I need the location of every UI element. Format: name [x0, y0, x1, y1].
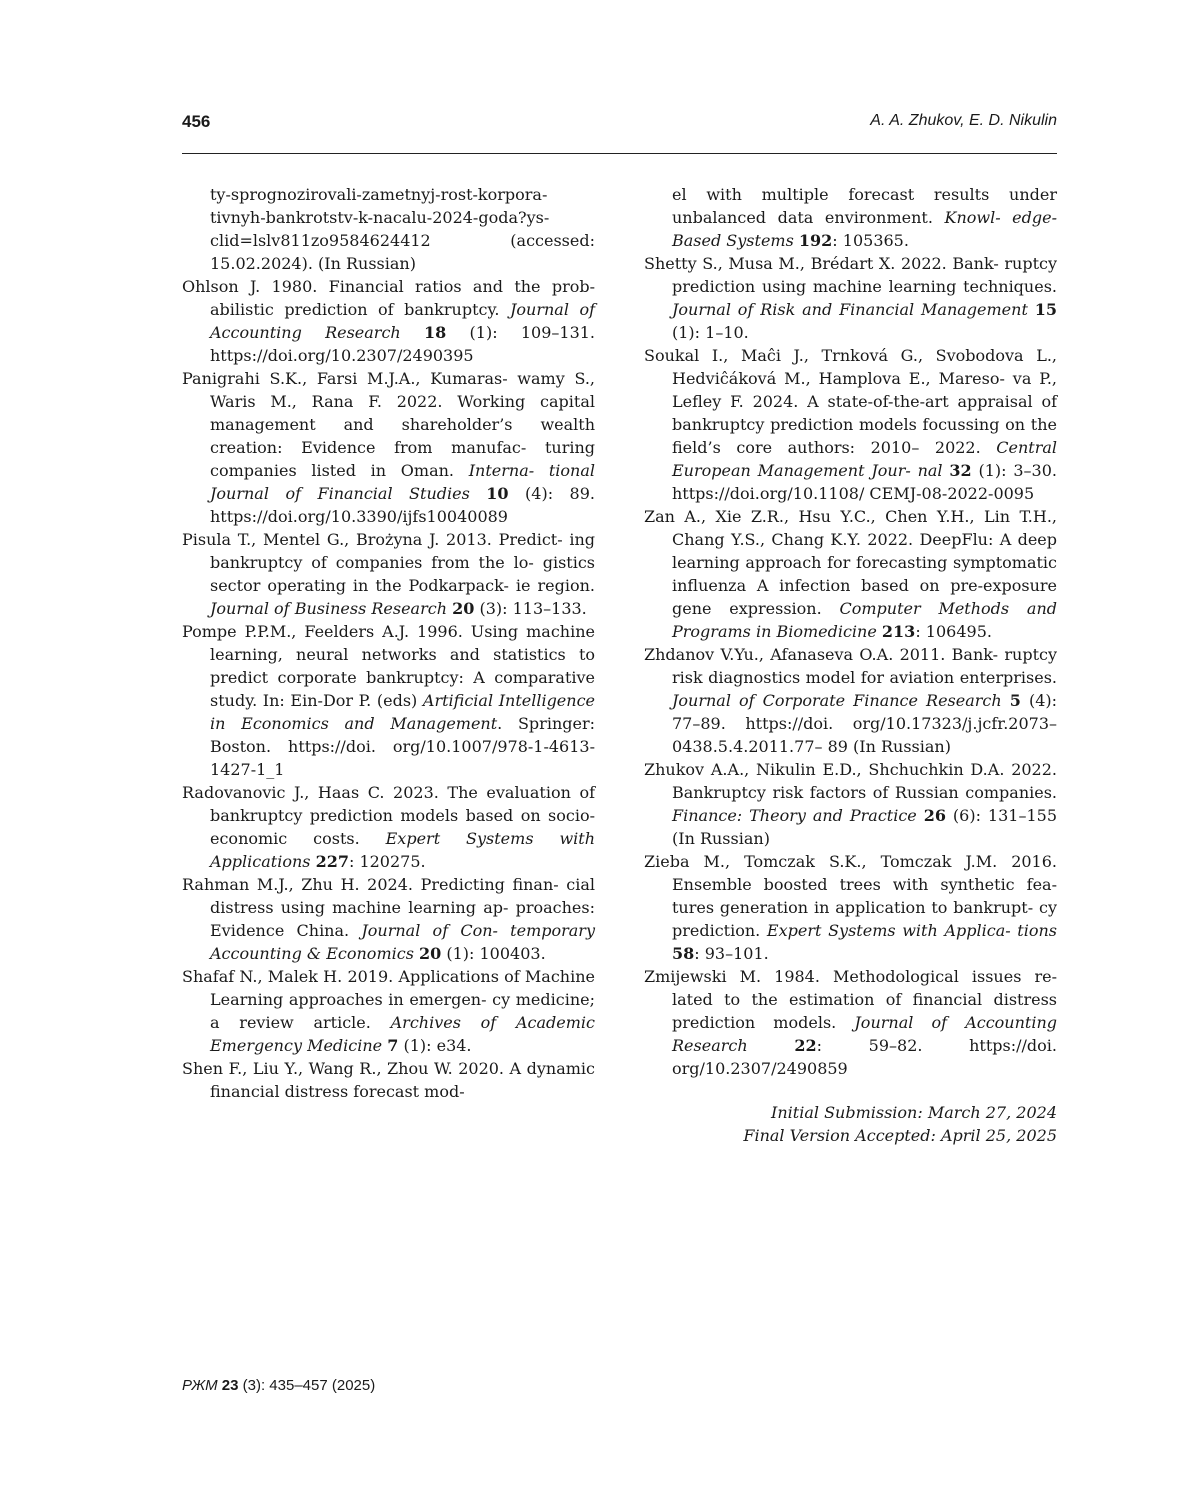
- reference-text: [1028, 300, 1035, 319]
- reference-volume: 58: [672, 944, 695, 963]
- reference-text: Zan A., Xie Z.R., Hsu Y.C., Chen Y.H., Lin T.H., Chang Y.S., Chang K.Y. 2022. DeepFlu: A deep learning approach for forecasting symptomatic influenza A infection based on pre-exposure gene expression.: [644, 507, 1057, 618]
- reference-text: : 59–82. https://doi. org/10.2307/2490859: [672, 1036, 1057, 1078]
- reference-volume: 213: [881, 622, 916, 641]
- reference-text: . Springer: Boston. https://doi. org/10.1007/978-1-4613-1427-1_1: [210, 714, 595, 779]
- reference-text: : 106495.: [915, 622, 992, 641]
- reference-text: Zieba M., Tomczak S.K., Tomczak J.M. 2016. Ensemble boosted trees with synthetic fea- tures generation in application to bankrupt- cy prediction.: [644, 852, 1057, 940]
- reference-text: (4): 77–89. https://doi. org/10.17323/j.jcfr.2073–0438.5.4.2011.77– 89 (In Russian): [672, 691, 1058, 756]
- reference-volume: 32: [949, 461, 972, 480]
- reference-entry: [644, 505, 1057, 643]
- reference-text: (6): 131–155 (In Russian): [672, 806, 1058, 848]
- reference-text: Zhdanov V.Yu., Afanaseva O.A. 2011. Bank- ruptcy risk diagnostics model for aviation enterprises.: [644, 645, 1057, 687]
- reference-text: ty-sprognozirovali-zametnyj-rost-korpora- tivnyh-bankrotstv-k-nacalu-2024-goda?ys- clid=lslv811zo9584624412 (accessed: 15.02.2024). (In Russian): [210, 185, 595, 273]
- reference-text: Shen F., Liu Y., Wang R., Zhou W. 2020. A dynamic financial distress forecast mod-: [182, 1059, 595, 1101]
- page-number: 456: [182, 112, 211, 131]
- reference-source: Journal of Business Research: [210, 599, 448, 618]
- reference-entry: [182, 1057, 595, 1103]
- references-left-column: [182, 183, 595, 1103]
- reference-text: : 105365.: [832, 231, 909, 250]
- reference-source: Interna- tional Journal of Financial Studies: [210, 461, 595, 503]
- reference-source: Central European Management Jour- nal: [672, 438, 1057, 480]
- reference-text: Zhukov A.A., Nikulin E.D., Shchuchkin D.A. 2022. Bankruptcy risk factors of Russian companies.: [644, 760, 1057, 802]
- reference-text: : 120275.: [348, 852, 426, 871]
- reference-entry: [644, 344, 1057, 505]
- reference-entry: [644, 850, 1057, 965]
- reference-entry: [182, 873, 595, 965]
- reference-text: Pisula T., Mentel G., Brożyna J. 2013. Predict- ing bankruptcy of companies from the lo- gistics sector operating in the Podkarpack- ie region.: [182, 530, 595, 595]
- reference-text: (1): 109–131. https://doi.org/10.2307/2490395: [210, 323, 596, 365]
- final-accepted-date: Final Version Accepted: April 25, 2025: [743, 1126, 1057, 1145]
- reference-volume: 5: [1009, 691, 1021, 710]
- reference-volume: 22: [794, 1036, 817, 1055]
- reference-volume: 20: [452, 599, 475, 618]
- reference-text: Shafaf N., Malek H. 2019. Applications of Machine Learning approaches in emergen- cy medicine; a review article.: [182, 967, 595, 1032]
- page-footer: [182, 1377, 375, 1394]
- reference-volume: 26: [923, 806, 946, 825]
- reference-source: Computer Methods and Programs in Biomedicine: [672, 599, 1057, 641]
- reference-text: Soukal I., Maĉi J., Trnková G., Svobodova L., Hedviĉáková M., Hamplova E., Mareso- va P., Lefley F. 2024. A state-of-the-art appraisal of bankruptcy prediction models focussing on the field’s core authors: 2010– 2022.: [644, 346, 1057, 457]
- reference-source: Journal of Accounting Research: [210, 300, 595, 342]
- reference-entry: [644, 965, 1057, 1080]
- reference-text: [1002, 691, 1010, 710]
- reference-text: (1): 100403.: [441, 944, 546, 963]
- reference-text: Ohlson J. 1980. Financial ratios and the prob- abilistic prediction of bankruptcy.: [182, 277, 595, 319]
- reference-entry: [182, 183, 595, 275]
- reference-source: Journal of Accounting Research: [672, 1013, 1058, 1055]
- reference-text: (3): 113–133.: [474, 599, 587, 618]
- reference-source: Artificial Intelligence in Economics and Management: [210, 691, 596, 733]
- reference-text: Shetty S., Musa M., Brédart X. 2022. Bank- ruptcy prediction using machine learning techniques.: [644, 254, 1057, 296]
- reference-entry: [182, 528, 595, 620]
- reference-text: Radovanovic J., Haas C. 2023. The evaluation of bankruptcy prediction models based on socio-economic costs.: [182, 783, 595, 848]
- reference-source: Knowl- edge-Based Systems: [672, 208, 1057, 250]
- reference-source: Expert Systems with Applica- tions: [766, 921, 1057, 940]
- footer-journal: РЖМ: [182, 1377, 218, 1394]
- reference-entry: [644, 252, 1057, 344]
- reference-source: Journal of Risk and Financial Management: [672, 300, 1028, 319]
- reference-source: Archives of Academic Emergency Medicine: [210, 1013, 595, 1055]
- reference-text: (1): 3–30. https://doi.org/10.1108/ CEMJ-08-2022-0095: [672, 461, 1058, 503]
- reference-entry: [182, 781, 595, 873]
- reference-entry: [644, 183, 1057, 252]
- reference-volume: 15: [1034, 300, 1057, 319]
- submission-dates: [644, 1101, 1057, 1147]
- reference-volume: 227: [315, 852, 349, 871]
- reference-source: Finance: Theory and Practice: [672, 806, 917, 825]
- page-header: [182, 112, 1057, 138]
- reference-text: [401, 323, 424, 342]
- reference-entry: [182, 620, 595, 781]
- reference-volume: 10: [486, 484, 509, 503]
- reference-text: : 93–101.: [694, 944, 769, 963]
- reference-source: Journal of Con- temporary Accounting & Economics: [210, 921, 595, 963]
- reference-text: Rahman M.J., Zhu H. 2024. Predicting finan- cial distress using machine learning ap- proaches: Evidence China.: [182, 875, 595, 940]
- reference-volume: 192: [798, 231, 833, 250]
- running-head-authors: A. A. Zhukov, E. D. Nikulin: [870, 112, 1057, 129]
- reference-entry: [182, 965, 595, 1057]
- reference-volume: 20: [419, 944, 442, 963]
- reference-volume: 18: [424, 323, 447, 342]
- reference-text: Zmijewski M. 1984. Methodological issues re- lated to the estimation of financial distress prediction models.: [644, 967, 1057, 1032]
- reference-text: (1): 1–10.: [672, 323, 749, 342]
- reference-entry: [182, 367, 595, 528]
- reference-entry: [644, 643, 1057, 758]
- reference-text: el with multiple forecast results under unbalanced data environment.: [672, 185, 1057, 227]
- reference-text: [748, 1036, 795, 1055]
- reference-text: (4): 89. https://doi.org/10.3390/ijfs10040089: [210, 484, 596, 526]
- references-right-column: [644, 183, 1057, 1147]
- reference-text: Panigrahi S.K., Farsi M.J.A., Kumaras- wamy S., Waris M., Rana F. 2022. Working capital management and shareholder’s wealth creation: Evidence from manufac- turing companies listed in Oman.: [182, 369, 595, 480]
- footer-volume: 23: [221, 1377, 239, 1394]
- reference-entry: [182, 275, 595, 367]
- reference-text: [917, 806, 924, 825]
- reference-text: [470, 484, 486, 503]
- reference-text: (1): e34.: [398, 1036, 472, 1055]
- reference-volume: 7: [387, 1036, 399, 1055]
- reference-source: Expert Systems with Applications: [210, 829, 595, 871]
- reference-text: Pompe P.P.M., Feelders A.J. 1996. Using machine learning, neural networks and statistics to predict corporate bankruptcy: A comparative study. In: Ein-Dor P. (eds): [182, 622, 595, 710]
- initial-submission-date: Initial Submission: March 27, 2024: [771, 1103, 1057, 1122]
- header-rule: [182, 153, 1057, 154]
- reference-source: Journal of Corporate Finance Research: [672, 691, 1002, 710]
- footer-issue-pages: (3): 435–457 (2025): [238, 1377, 376, 1394]
- reference-entry: [644, 758, 1057, 850]
